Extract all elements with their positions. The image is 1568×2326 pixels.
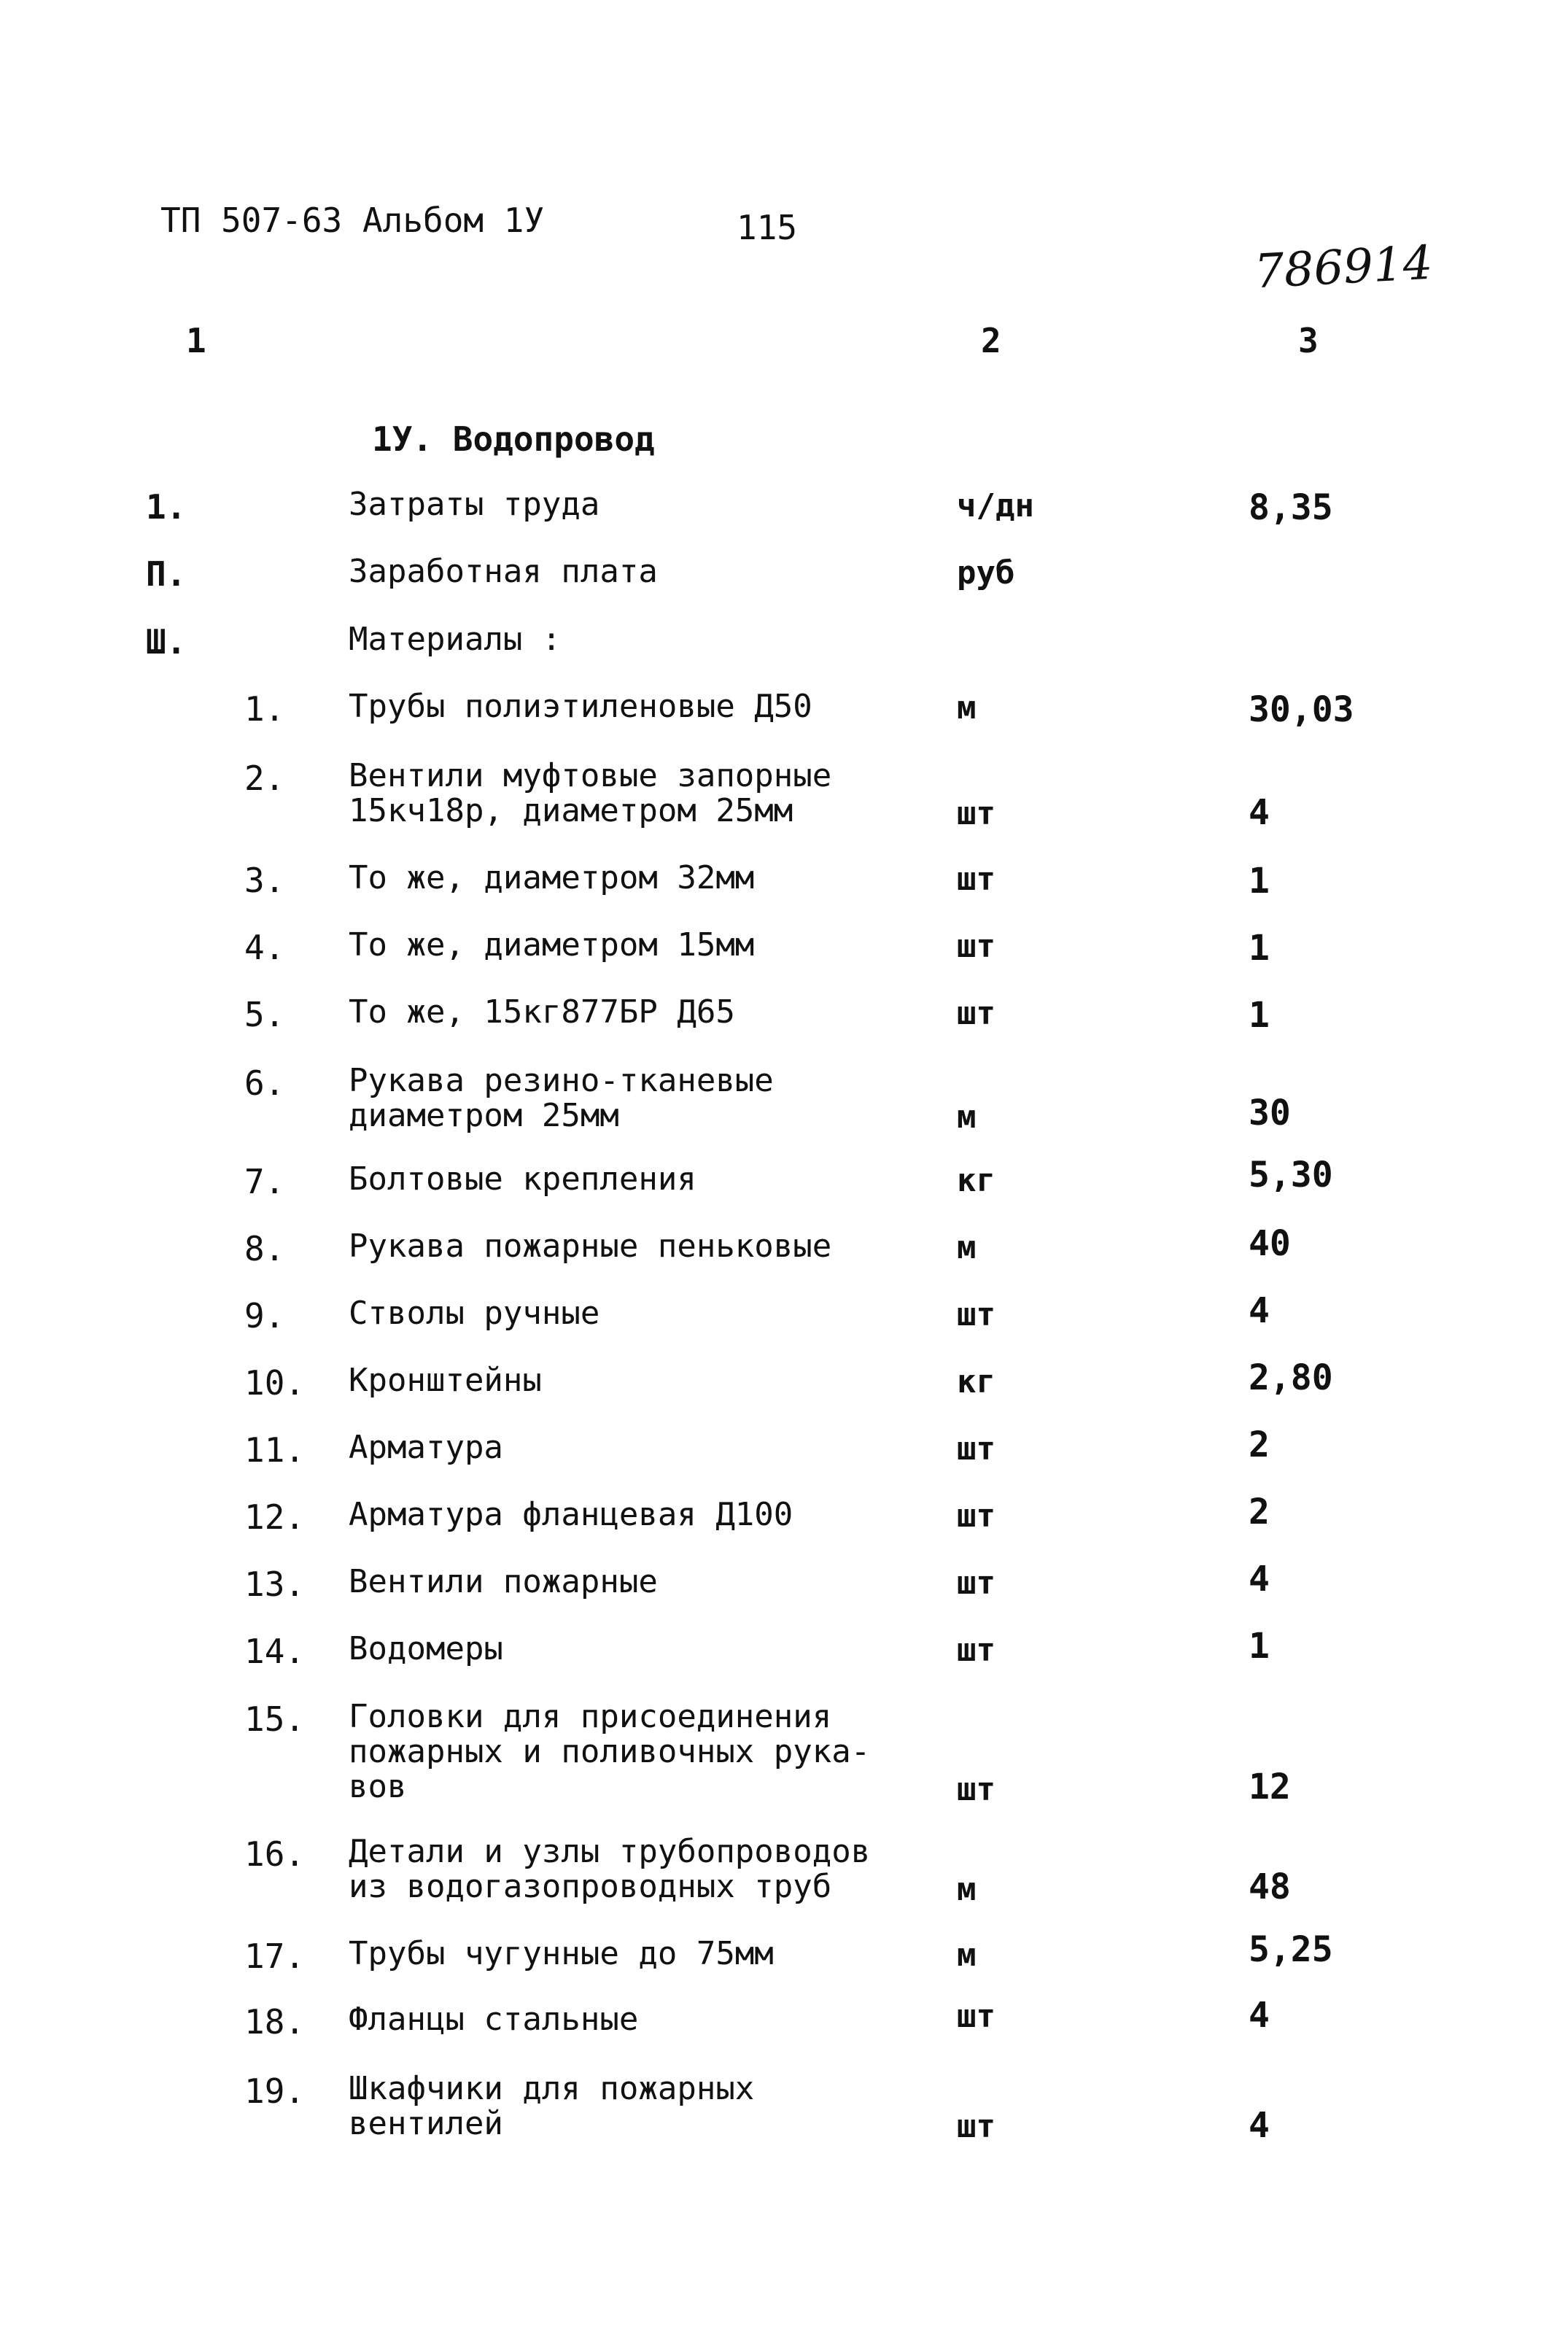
material-name: Вентили муфтовые запорные 15кч18р, диаметром 25мм	[349, 757, 832, 829]
material-name: Головки для присоединения пожарных и поливочных рука- вов	[349, 1698, 871, 1805]
material-unit: кг	[957, 1363, 995, 1400]
material-number: 7.	[244, 1162, 285, 1201]
material-qty: 30	[1249, 1093, 1291, 1133]
material-name: Арматура фланцевая Д100	[349, 1496, 793, 1533]
material-number: 12.	[244, 1497, 306, 1537]
handwritten-number: 786914	[1253, 236, 1435, 300]
material-number: 6.	[244, 1063, 285, 1103]
material-name: Детали и узлы трубопроводов из водогазопроводных труб	[349, 1833, 871, 1905]
material-qty: 5,25	[1249, 1929, 1333, 1970]
material-qty: 4	[1249, 1290, 1270, 1331]
top-item-name: Затраты труда	[349, 486, 600, 523]
material-name: Трубы чугунные до 75мм	[349, 1935, 774, 1972]
material-number: 14.	[244, 1632, 306, 1671]
material-qty: 2,80	[1249, 1357, 1333, 1398]
material-qty: 4	[1249, 2105, 1270, 2146]
material-name: Стволы ручные	[349, 1295, 600, 1332]
material-name: Кронштейны	[349, 1362, 542, 1399]
material-number: 5.	[244, 995, 285, 1034]
material-qty: 12	[1249, 1767, 1291, 1807]
column-number-1: 1	[186, 321, 206, 360]
material-qty: 1	[1249, 861, 1270, 902]
material-name: Шкафчики для пожарных вентилей	[349, 2070, 755, 2142]
top-item-unit: руб	[957, 554, 1015, 592]
material-qty: 48	[1249, 1866, 1291, 1907]
top-item-name: Материалы :	[349, 621, 562, 658]
material-number: 10.	[244, 1363, 306, 1403]
material-number: 19.	[244, 2071, 306, 2111]
material-name: Водомеры	[349, 1630, 503, 1667]
material-name: Трубы полиэтиленовые Д50	[349, 688, 812, 725]
material-number: 18.	[244, 2002, 306, 2042]
document-code: ТП 507-63 Альбом 1У	[160, 201, 545, 240]
material-unit: м	[957, 1229, 977, 1266]
material-name: Фланцы стальные	[349, 2001, 639, 2038]
material-unit: м	[957, 689, 977, 726]
material-unit: шт	[957, 795, 995, 832]
material-qty: 40	[1249, 1223, 1291, 1264]
material-number: 3.	[244, 861, 285, 900]
top-item-number: 1.	[146, 487, 187, 527]
material-qty: 4	[1249, 792, 1270, 833]
material-number: 8.	[244, 1229, 285, 1268]
material-qty: 4	[1249, 1995, 1270, 2036]
material-number: 13.	[244, 1565, 306, 1604]
top-item-qty: 8,35	[1249, 487, 1333, 528]
material-unit: шт	[957, 1296, 995, 1333]
top-item-unit: ч/дн	[957, 487, 1034, 524]
material-name: Рукава пожарные пеньковые	[349, 1228, 832, 1265]
material-unit: м	[957, 1871, 977, 1908]
material-unit: шт	[957, 1998, 995, 2035]
material-qty: 2	[1249, 1492, 1270, 1532]
material-unit: шт	[957, 2108, 995, 2145]
material-number: 4.	[244, 928, 285, 967]
material-qty: 30,03	[1249, 689, 1354, 730]
material-unit: шт	[957, 1430, 995, 1468]
material-name: Рукава резино-тканевые диаметром 25мм	[349, 1062, 774, 1134]
material-name: Арматура	[349, 1429, 503, 1466]
material-unit: шт	[957, 861, 995, 898]
material-name: То же, 15кг877БР Д65	[349, 993, 735, 1031]
material-number: 15.	[244, 1699, 306, 1739]
material-number: 16.	[244, 1834, 306, 1874]
column-number-3: 3	[1298, 321, 1319, 360]
column-number-2: 2	[981, 321, 1001, 360]
material-number: 11.	[244, 1430, 306, 1470]
material-qty: 1	[1249, 928, 1270, 969]
material-qty: 4	[1249, 1559, 1270, 1600]
material-qty: 5,30	[1249, 1155, 1333, 1195]
top-item-number: П.	[146, 554, 187, 594]
material-name: Вентили пожарные	[349, 1563, 658, 1600]
material-unit: шт	[957, 1771, 995, 1808]
material-qty: 1	[1249, 1626, 1270, 1667]
material-qty: 2	[1249, 1424, 1270, 1465]
material-unit: шт	[957, 1497, 995, 1535]
material-qty: 1	[1249, 995, 1270, 1036]
material-name: То же, диаметром 15мм	[349, 926, 755, 964]
material-unit: шт	[957, 995, 995, 1032]
top-item-number: Ш.	[146, 622, 187, 662]
material-unit: кг	[957, 1162, 995, 1199]
material-unit: шт	[957, 1632, 995, 1669]
material-unit: шт	[957, 1565, 995, 1602]
material-name: Болтовые крепления	[349, 1160, 696, 1198]
material-name: То же, диаметром 32мм	[349, 859, 755, 896]
material-number: 9.	[244, 1296, 285, 1335]
material-unit: шт	[957, 928, 995, 965]
material-unit: м	[957, 1937, 977, 1974]
material-number: 2.	[244, 759, 285, 798]
section-title: 1У. Водопровод	[372, 419, 655, 459]
material-number: 1.	[244, 689, 285, 729]
material-number: 17.	[244, 1937, 306, 1976]
material-unit: м	[957, 1098, 977, 1136]
top-item-name: Заработная плата	[349, 553, 658, 590]
page-number: 115	[737, 208, 798, 247]
